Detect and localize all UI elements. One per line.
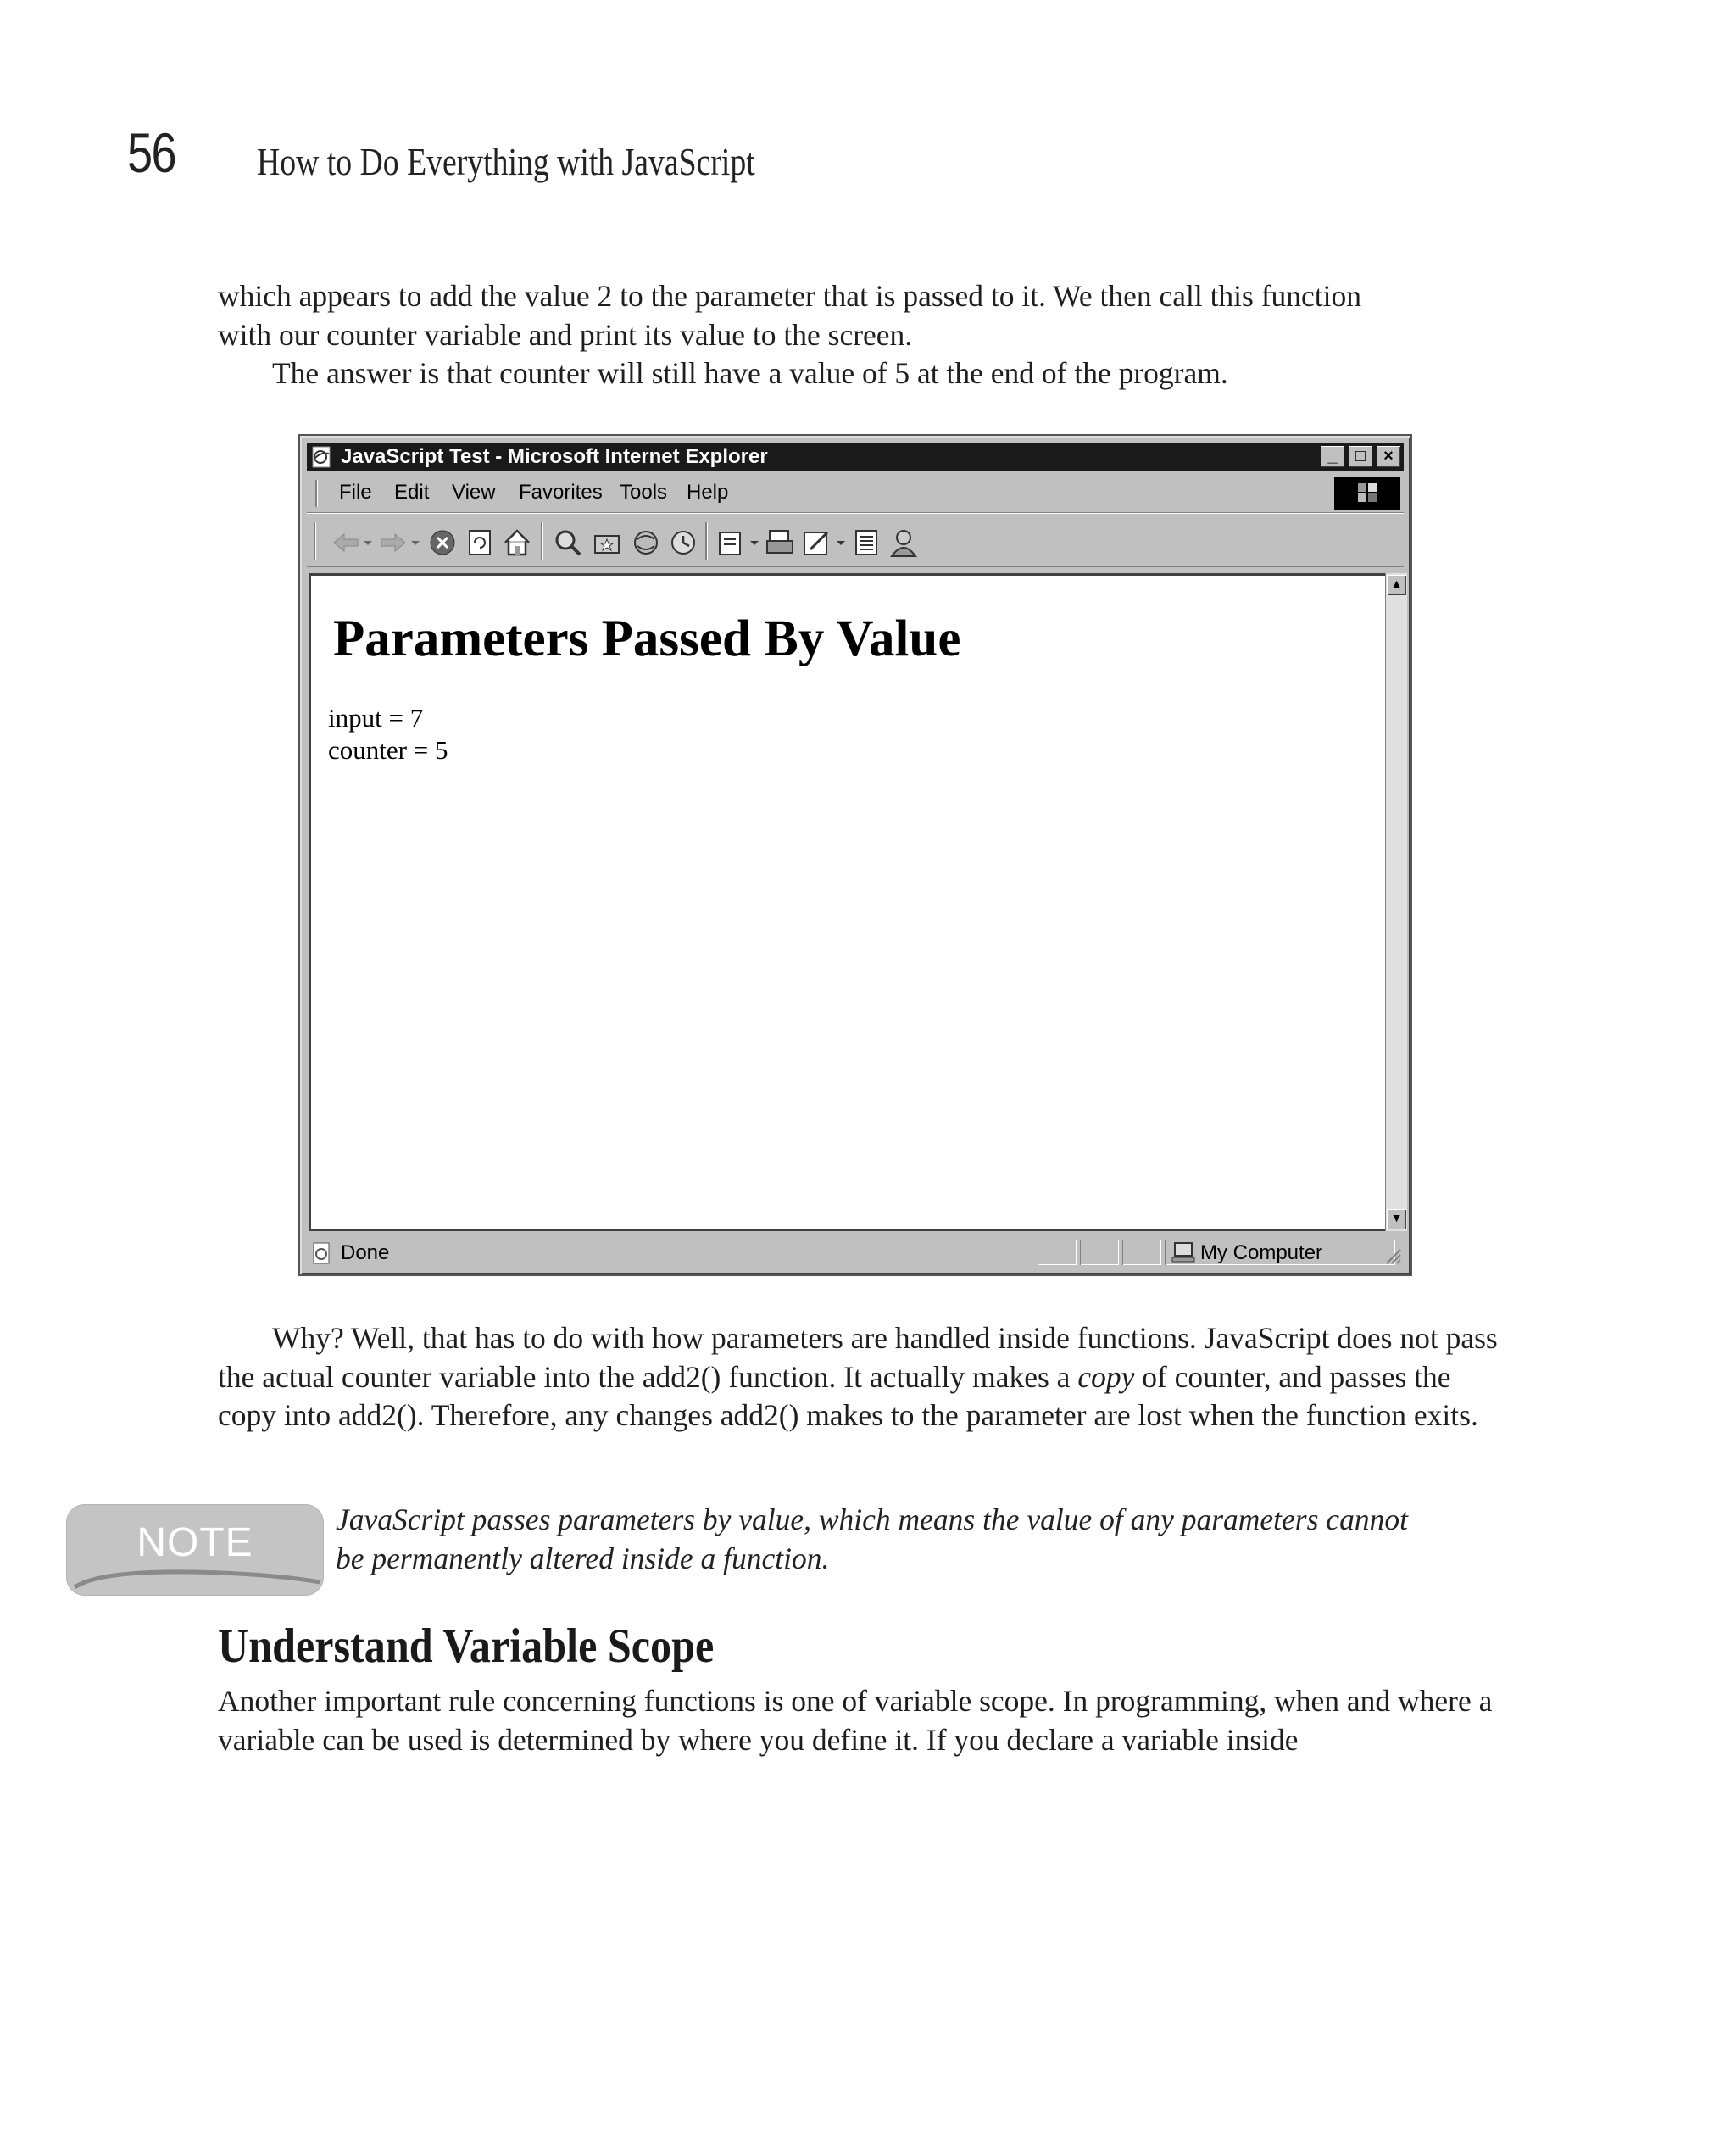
toolbar: [307, 516, 1404, 567]
intro-line-1: which appears to add the value 2 to the parameter that is passed to it. We then call this function: [218, 279, 1362, 313]
page-number: 56: [127, 121, 175, 184]
menu-bar: [307, 475, 1404, 513]
menu-view[interactable]: View: [452, 481, 496, 504]
browser-window: [298, 434, 1412, 1276]
edit-icon[interactable]: [802, 527, 832, 558]
toolbar-grip: [314, 522, 315, 560]
menu-tools[interactable]: Tools: [620, 481, 668, 504]
media-icon[interactable]: [631, 527, 661, 558]
output-input-line: input = 7: [328, 703, 424, 733]
forward-dropdown-icon[interactable]: [409, 527, 422, 558]
note-badge: [66, 1504, 324, 1596]
status-zone-pane: [1165, 1240, 1395, 1265]
favorites-icon[interactable]: [592, 527, 622, 558]
scroll-up-button[interactable]: ▲: [1387, 575, 1406, 595]
menu-favorites[interactable]: Favorites: [519, 481, 603, 504]
running-title: How to Do Everything with JavaScript: [257, 140, 755, 183]
computer-icon: [1170, 1241, 1195, 1263]
back-icon[interactable]: [331, 527, 361, 558]
forward-icon[interactable]: [378, 527, 409, 558]
messenger-icon[interactable]: [888, 527, 919, 558]
search-icon[interactable]: [553, 527, 583, 558]
emphasis-copy: copy: [1077, 1359, 1135, 1394]
history-icon[interactable]: [668, 527, 698, 558]
home-icon[interactable]: [502, 527, 532, 558]
status-bar: [307, 1238, 1404, 1268]
output-counter-line: counter = 5: [328, 735, 448, 765]
edit-dropdown-icon[interactable]: [834, 527, 848, 558]
section-paragraph: Another important rule concerning functions is one of variable scope. In programming, when and where a variable can be used is determined by where you define it. If you declare a variable inside: [218, 1684, 1493, 1757]
toolbar-separator: [705, 522, 707, 560]
intro-paragraph-2: The answer is that counter will still have a value of 5 at the end of the program.: [272, 356, 1228, 390]
browser-titlebar: [307, 443, 1404, 471]
menu-edit[interactable]: Edit: [394, 481, 430, 504]
mail-dropdown-icon[interactable]: [748, 527, 761, 558]
menu-grip: [315, 480, 317, 507]
maximize-button[interactable]: □: [1349, 446, 1372, 467]
status-text: Done: [341, 1241, 390, 1264]
refresh-icon[interactable]: [465, 527, 495, 558]
resize-grip-icon[interactable]: [1382, 1245, 1402, 1265]
note-text: JavaScript passes parameters by value, which means the value of any parameters cannot be permanently altered inside a function.: [336, 1502, 1408, 1575]
vertical-scrollbar[interactable]: [1385, 573, 1407, 1231]
discuss-icon[interactable]: [851, 527, 882, 558]
browser-title: JavaScript Test - Microsoft Internet Explorer: [341, 445, 768, 468]
status-pane: [1122, 1240, 1161, 1265]
mail-icon[interactable]: [717, 527, 748, 558]
intro-text: [218, 277, 1515, 393]
explanation-paragraph: [218, 1319, 1515, 1435]
status-pane: [1080, 1240, 1119, 1265]
menu-file[interactable]: File: [339, 481, 372, 504]
note-swoosh-icon: [66, 1504, 324, 1596]
status-pane: [1038, 1240, 1077, 1265]
content-heading: Parameters Passed By Value: [333, 610, 961, 667]
toolbar-separator: [541, 522, 542, 560]
minimize-button[interactable]: _: [1321, 446, 1344, 467]
browser-content: [309, 573, 1385, 1231]
ie-page-icon: [310, 445, 334, 469]
scroll-down-button[interactable]: ▼: [1387, 1209, 1406, 1229]
stop-icon[interactable]: [427, 527, 458, 558]
page-status-icon: [310, 1241, 334, 1265]
explanation-text-end: of counter, and passes the copy into add2(). Therefore, any changes add2() makes to the parameter are lost when the function exits.: [218, 1359, 1478, 1432]
close-button[interactable]: ×: [1377, 446, 1400, 467]
intro-line-2: with our counter variable and print its value to the screen.: [218, 317, 913, 352]
print-icon[interactable]: [765, 527, 795, 558]
explanation-text: Why? Well, that has to do with how parameters are handled inside functions. JavaScript does not pass the actual counter variable into the add2() function. It actually makes a: [218, 1321, 1498, 1394]
menu-help[interactable]: Help: [687, 481, 729, 504]
status-zone: My Computer: [1200, 1241, 1323, 1264]
windows-logo-icon: [1334, 477, 1400, 510]
back-dropdown-icon[interactable]: [361, 527, 375, 558]
section-heading: Understand Variable Scope: [218, 1619, 715, 1673]
note-label: NOTE: [136, 1520, 253, 1565]
